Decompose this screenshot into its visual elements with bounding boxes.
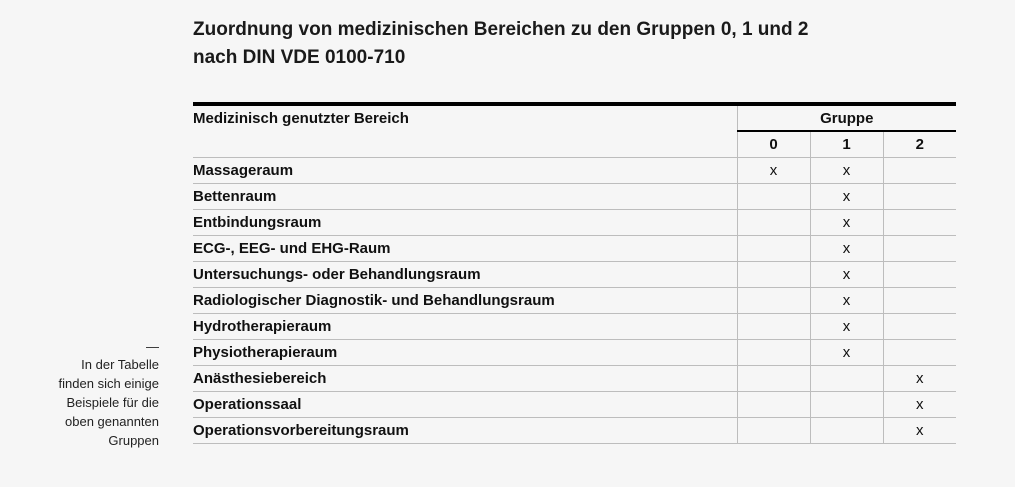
group-1-cell: x xyxy=(810,340,883,366)
side-note-line: Beispiele für die xyxy=(66,395,159,410)
table-row xyxy=(193,392,956,418)
group-1-cell: x xyxy=(810,314,883,340)
table-row xyxy=(193,210,956,236)
table-row xyxy=(193,236,956,262)
table-body xyxy=(193,158,956,444)
table-row xyxy=(193,314,956,340)
side-note-line: Gruppen xyxy=(108,433,159,448)
group-0-cell xyxy=(737,340,810,366)
group-0-cell xyxy=(737,288,810,314)
group-1-cell xyxy=(810,392,883,418)
group-2-cell xyxy=(883,288,956,314)
group-0-cell xyxy=(737,314,810,340)
side-note-line: In der Tabelle xyxy=(81,357,159,372)
group-1-cell xyxy=(810,366,883,392)
area-cell: Operationssaal xyxy=(193,392,737,418)
group-0-cell xyxy=(737,236,810,262)
area-cell: Untersuchungs- oder Behandlungsraum xyxy=(193,262,737,288)
title-line-2: nach DIN VDE 0100-710 xyxy=(193,47,406,68)
group-0-cell xyxy=(737,366,810,392)
group-0-cell xyxy=(737,418,810,444)
area-cell: ECG-, EEG- und EHG-Raum xyxy=(193,236,737,262)
table-row xyxy=(193,288,956,314)
group-1-cell: x xyxy=(810,210,883,236)
group-0-cell xyxy=(737,184,810,210)
table-row xyxy=(193,366,956,392)
group-column-header: Gruppe xyxy=(737,104,956,131)
side-note-line: finden sich einige xyxy=(58,376,159,391)
group-1-header: 1 xyxy=(810,131,883,158)
area-cell: Massageraum xyxy=(193,158,737,184)
group-1-cell xyxy=(810,418,883,444)
group-2-cell xyxy=(883,184,956,210)
group-2-cell xyxy=(883,158,956,184)
area-cell: Physiotherapieraum xyxy=(193,340,737,366)
group-2-cell xyxy=(883,210,956,236)
group-1-cell: x xyxy=(810,158,883,184)
group-0-cell xyxy=(737,392,810,418)
table-header-row xyxy=(193,104,956,131)
area-cell: Hydrotherapieraum xyxy=(193,314,737,340)
group-0-header: 0 xyxy=(737,131,810,158)
group-2-cell xyxy=(883,340,956,366)
group-1-cell: x xyxy=(810,236,883,262)
group-2-cell xyxy=(883,262,956,288)
table-row xyxy=(193,184,956,210)
group-2-cell: x xyxy=(883,366,956,392)
group-1-cell: x xyxy=(810,184,883,210)
side-note-dash: — xyxy=(146,339,159,354)
group-0-cell: x xyxy=(737,158,810,184)
group-2-cell: x xyxy=(883,418,956,444)
group-2-cell: x xyxy=(883,392,956,418)
group-0-cell xyxy=(737,210,810,236)
area-cell: Operationsvorbereitungsraum xyxy=(193,418,737,444)
group-assignment-table xyxy=(193,102,956,444)
area-cell: Entbindungsraum xyxy=(193,210,737,236)
area-column-header: Medizinisch genutzter Bereich xyxy=(193,104,737,158)
area-cell: Radiologischer Diagnostik- und Behandlungsraum xyxy=(193,288,737,314)
area-cell: Anästhesiebereich xyxy=(193,366,737,392)
side-note xyxy=(20,339,159,450)
table-row xyxy=(193,158,956,184)
page-title xyxy=(193,16,953,72)
group-1-cell: x xyxy=(810,262,883,288)
table-row xyxy=(193,340,956,366)
group-2-cell xyxy=(883,314,956,340)
side-note-line: oben genannten xyxy=(65,414,159,429)
group-0-cell xyxy=(737,262,810,288)
area-cell: Bettenraum xyxy=(193,184,737,210)
group-1-cell: x xyxy=(810,288,883,314)
group-2-header: 2 xyxy=(883,131,956,158)
table-row xyxy=(193,418,956,444)
title-line-1: Zuordnung von medizinischen Bereichen zu den Gruppen 0, 1 und 2 xyxy=(193,19,809,40)
group-2-cell xyxy=(883,236,956,262)
table-row xyxy=(193,262,956,288)
